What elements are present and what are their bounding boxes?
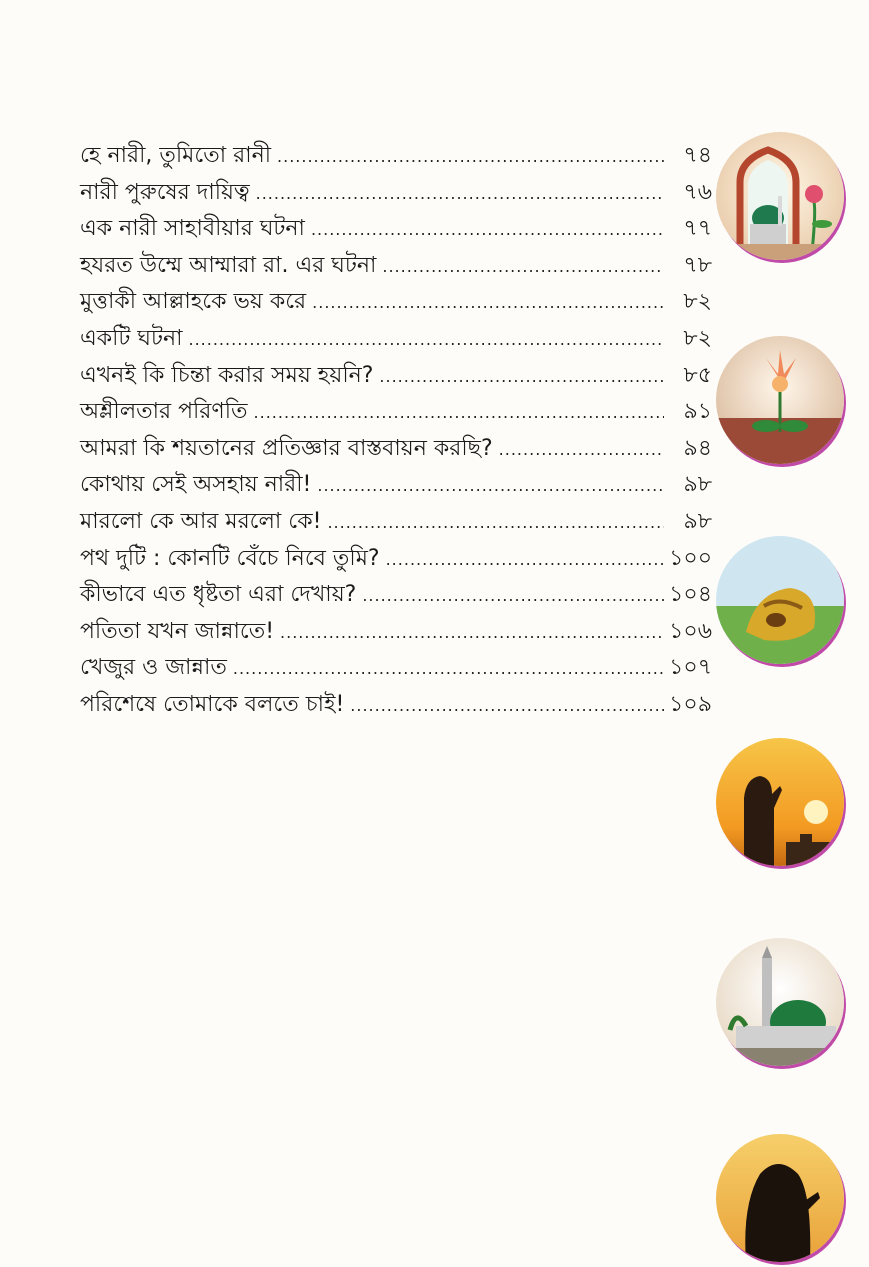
toc-entry-title: কীভাবে এত ধৃষ্টতা এরা দেখায়? xyxy=(80,582,357,608)
toc-entry-title: হযরত উম্মে আম্মারা রা. এর ঘটনা xyxy=(80,252,377,278)
toc-entry-page-number: ৮২ xyxy=(683,289,712,315)
toc-entry-page-number: ৭৪ xyxy=(683,143,712,168)
toc-entry[interactable] xyxy=(80,394,712,431)
dot-leader xyxy=(256,176,664,213)
toc-entry[interactable] xyxy=(80,541,712,578)
toc-entry-page-number: ১০৪ xyxy=(669,582,712,608)
toc-entry-page-number: ৯৮ xyxy=(683,508,712,534)
toc-entry-title: পতিতা যখন জান্নাতে! xyxy=(80,618,275,644)
table-of-contents xyxy=(80,138,712,724)
toc-entry-title: আমরা কি শয়তানের প্রতিজ্ঞার বাস্তবায়ন করছি? xyxy=(80,435,493,461)
toc-entry-page-number: ৯৪ xyxy=(683,435,712,461)
praying-woman-silhouette-illustration xyxy=(716,1134,844,1262)
dot-leader xyxy=(280,615,664,652)
toc-entry[interactable] xyxy=(80,321,712,358)
gold-rock-grass-illustration xyxy=(716,536,844,664)
dot-leader xyxy=(189,322,665,359)
toc-entry[interactable] xyxy=(80,211,712,248)
toc-entry-title: এক নারী সাহাবীয়ার ঘটনা xyxy=(80,216,305,242)
toc-entry-page-number: ৮২ xyxy=(683,325,712,351)
dot-leader xyxy=(327,505,664,542)
toc-entry[interactable] xyxy=(80,467,712,504)
toc-entry[interactable] xyxy=(80,284,712,321)
toc-entry[interactable] xyxy=(80,614,712,651)
toc-entry-title: কোথায় সেই অসহায় নারী! xyxy=(80,472,312,498)
toc-entry[interactable] xyxy=(80,431,712,468)
dot-leader xyxy=(379,359,664,396)
toc-entry[interactable] xyxy=(80,175,712,212)
toc-entry-page-number: ৯৮ xyxy=(683,472,712,498)
dot-leader xyxy=(311,212,664,249)
toc-entry-title: অশ্লীলতার পরিণতি xyxy=(80,399,248,425)
toc-entry[interactable] xyxy=(80,687,712,724)
dot-leader xyxy=(362,578,664,615)
dot-leader xyxy=(233,651,664,688)
toc-entry-page-number: ৭৭ xyxy=(683,216,712,242)
toc-entry[interactable] xyxy=(80,138,712,175)
toc-entry[interactable] xyxy=(80,504,712,541)
dot-leader xyxy=(499,432,664,469)
toc-entry-title: খেজুর ও জান্নাত xyxy=(80,655,227,681)
toc-entry-page-number: ৮৫ xyxy=(683,362,712,388)
toc-entry-title: নারী পুরুষের দায়িত্ব xyxy=(80,179,250,205)
dot-leader xyxy=(254,395,664,432)
mosque-arch-flower-illustration xyxy=(716,132,844,260)
toc-entry-page-number: ১০০ xyxy=(669,545,712,571)
toc-entry[interactable] xyxy=(80,248,712,285)
dot-leader xyxy=(312,285,664,322)
toc-entry-title: পথ দুটি : কোনটি বেঁচে নিবে তুমি? xyxy=(80,545,380,571)
toc-entry[interactable] xyxy=(80,358,712,395)
toc-entry-title: একটি ঘটনা xyxy=(80,325,183,351)
lily-flower-illustration xyxy=(716,336,844,464)
toc-entry-title: পরিশেষে তোমাকে বলতে চাই! xyxy=(80,691,345,717)
toc-entry-title: এখনই কি চিন্তা করার সময় হয়নি? xyxy=(80,362,374,388)
dot-leader xyxy=(317,468,664,505)
dot-leader xyxy=(350,688,664,725)
dot-leader xyxy=(277,139,664,176)
toc-entry-page-number: ১০৯ xyxy=(669,691,712,717)
toc-entry-page-number: ৯১ xyxy=(683,399,712,425)
toc-entry-page-number: ১০৭ xyxy=(669,655,712,681)
dot-leader xyxy=(386,542,664,579)
toc-entry-page-number: ৭৬ xyxy=(683,179,712,205)
toc-entry-title: মারলো কে আর মরলো কে! xyxy=(80,508,322,534)
toc-entry[interactable] xyxy=(80,577,712,614)
toc-entry[interactable] xyxy=(80,650,712,687)
toc-entry-page-number: ১০৬ xyxy=(669,618,712,644)
dot-leader xyxy=(382,249,664,286)
toc-entry-title: মুত্তাকী আল্লাহকে ভয় করে xyxy=(80,289,307,315)
toc-entry-page-number: ৭৮ xyxy=(683,252,712,278)
green-dome-mosque-illustration xyxy=(716,938,844,1066)
praying-silhouette-sunset-illustration xyxy=(716,738,844,866)
toc-entry-title: হে নারী, তুমিতো রানী xyxy=(80,143,272,168)
